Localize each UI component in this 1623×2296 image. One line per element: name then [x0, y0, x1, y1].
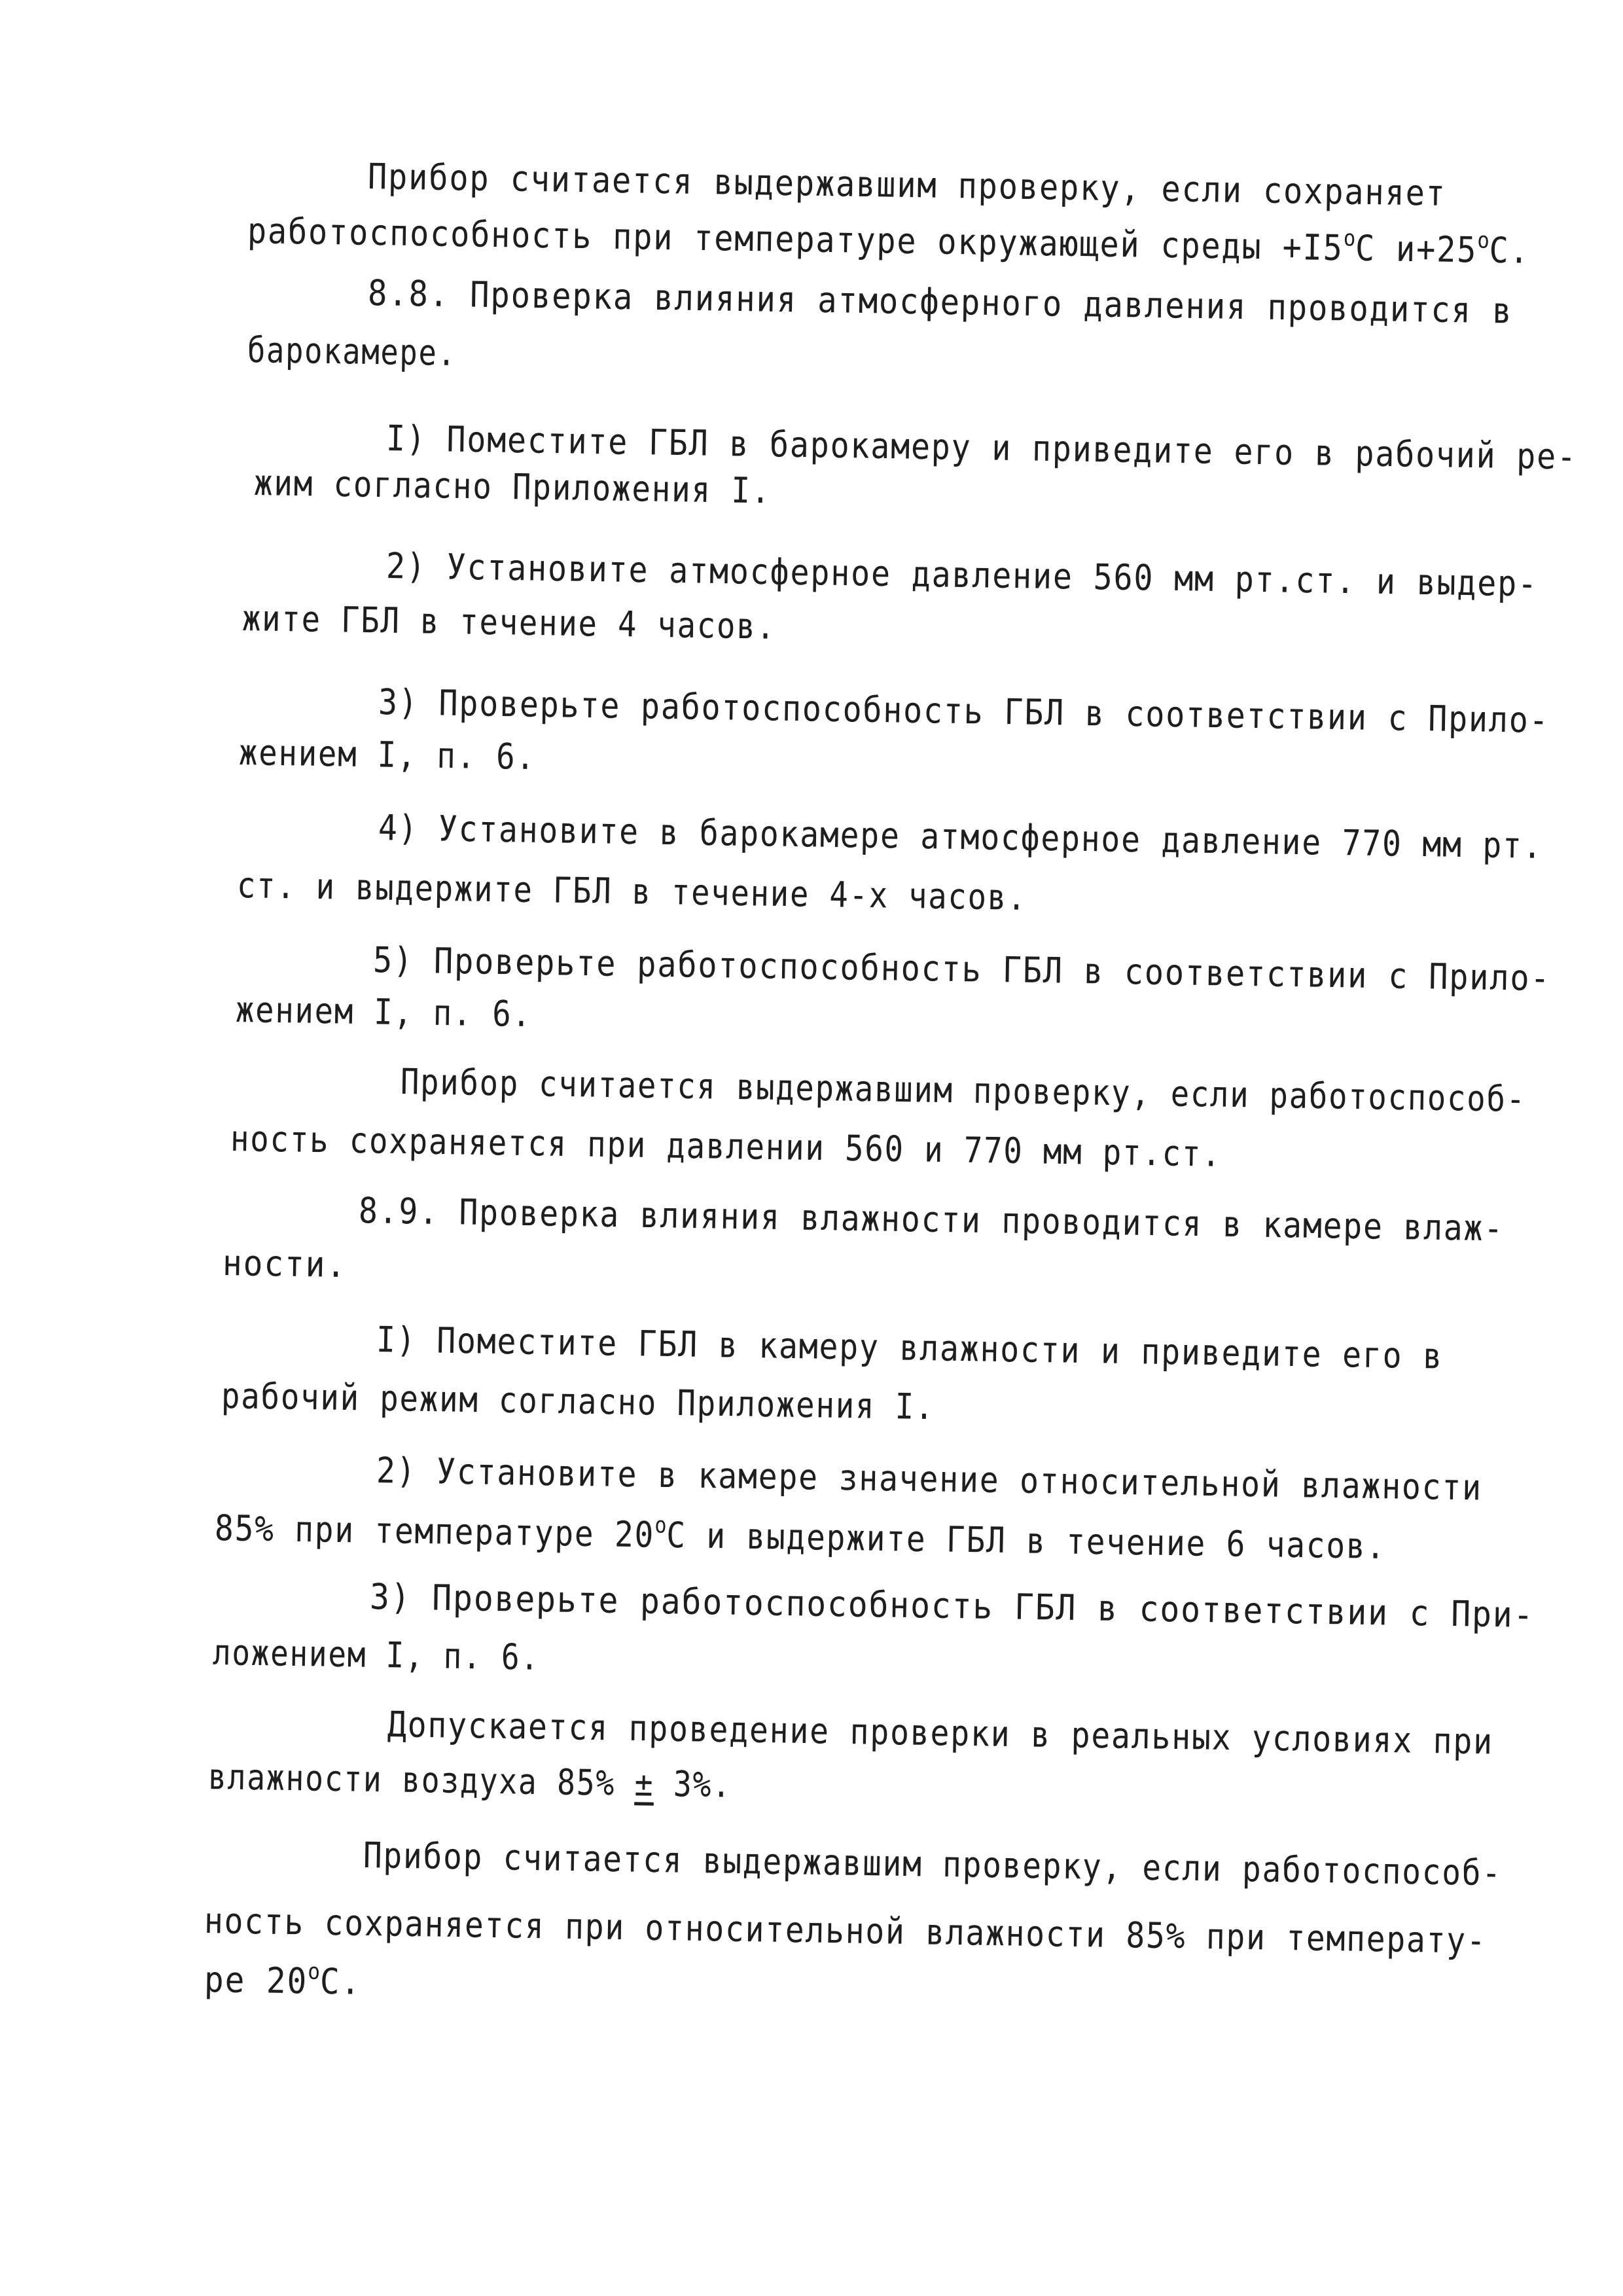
- text-line: ность сохраняется при относительной влажности 85% при температу-: [204, 1900, 1488, 1962]
- text-line: жением I, п. 6.: [235, 989, 533, 1035]
- text-line: ст. и выдержите ГБЛ в течение 4-х часов.: [236, 865, 1027, 918]
- text-line: жением I, п. 6.: [238, 732, 537, 778]
- list-item: 2) Установите в камере значение относительной влажности: [376, 1450, 1483, 1509]
- list-item: 5) Проверьте работоспособность ГБЛ в соответствии с Прило-: [372, 939, 1551, 999]
- text-line: влажности воздуха 85% ± 3%.: [207, 1756, 732, 1806]
- list-item: I) Поместите ГБЛ в барокамеру и приведите его в рабочий ре-: [385, 418, 1578, 478]
- degree-sign: o: [654, 1512, 667, 1539]
- list-item: 4) Установите в барокамере атмосферное давление 770 мм рт.: [378, 807, 1543, 867]
- section-heading: 8.8. Проверка влияния атмосферного давления проводится в: [367, 272, 1513, 332]
- text-line: Допускается проведение проверки в реальных условиях при: [387, 1704, 1494, 1763]
- text-line: работоспособность при температуре окружающей среды $+I5^oC$ $и+25^oC$.: [247, 210, 1531, 272]
- list-item: 3) Проверьте работоспособность ГБЛ в соответствии с При-: [369, 1576, 1535, 1636]
- text-line: ре 20$^o$C.: [204, 1958, 362, 2003]
- list-item: 2) Установите атмосферное давление 560 мм рт.ст. и выдер-: [385, 545, 1539, 605]
- text-line: жите ГБЛ в течение 4 часов.: [241, 598, 777, 647]
- text-line: 85% при температуре 20$^o$C и выдержите ГБЛ в течение 6 часов.: [214, 1507, 1387, 1568]
- degree-sign: o: [308, 1958, 321, 1985]
- text-line: Прибор считается выдержавшим проверку, если работоспособ-: [400, 1061, 1527, 1121]
- section-heading: 8.9. Проверка влияния влажности проводится в камере влаж-: [358, 1190, 1505, 1249]
- text-line: ложением I, п. 6.: [212, 1632, 541, 1678]
- list-item: I) Поместите ГБЛ в камеру влажности и приведите его в: [376, 1319, 1444, 1377]
- text-line: Прибор считается выдержавшим проверку, если работоспособ-: [363, 1835, 1503, 1894]
- list-item: 3) Проверьте работоспособность ГБЛ в соответствии с Прило-: [378, 681, 1550, 742]
- text-line: барокамере.: [247, 329, 457, 374]
- text-line: ности.: [222, 1242, 348, 1285]
- text-line: жим согласно Приложения I.: [253, 462, 772, 512]
- plus-minus-sign: ±: [634, 1763, 654, 1804]
- degree-sign: o: [1477, 227, 1490, 254]
- text-line: Прибор считается выдержавшим проверку, если сохраняет: [367, 156, 1447, 214]
- degree-sign: o: [1343, 225, 1356, 252]
- text-line: ность сохраняется при давлении 560 и 770 мм рт.ст.: [230, 1118, 1222, 1175]
- text-line: рабочий режим согласно Приложения I.: [221, 1375, 935, 1428]
